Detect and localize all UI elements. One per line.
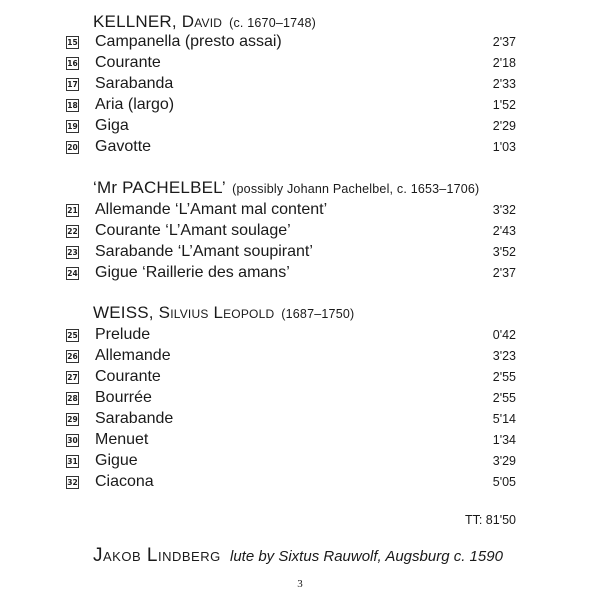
track-number: 28	[67, 393, 78, 403]
track-row	[66, 263, 516, 283]
track-number: 31	[67, 456, 78, 466]
track-title: Courante	[95, 368, 161, 385]
composer-surname: ‘Mr PACHELBEL’	[93, 178, 226, 197]
track-number: 30	[67, 435, 78, 445]
track-duration: 2'55	[492, 391, 516, 405]
composer-forename: Silvius Leopold	[158, 303, 275, 322]
track-duration: 5'05	[492, 475, 516, 489]
track-number: 29	[67, 414, 78, 424]
track-duration: 2'37	[492, 35, 516, 49]
performer-credit	[93, 545, 503, 567]
track-duration: 1'34	[492, 433, 516, 447]
total-time: TT: 81'50	[464, 513, 516, 527]
composer-heading-kellner	[93, 12, 316, 32]
track-number: 23	[67, 247, 78, 257]
track-title: Courante	[95, 54, 161, 71]
track-duration: 0'42	[492, 328, 516, 342]
track-duration: 3'52	[492, 245, 516, 259]
track-title: Menuet	[95, 431, 149, 448]
composer-heading-pachelbel	[93, 178, 479, 198]
track-row	[66, 32, 516, 52]
track-row	[66, 325, 516, 345]
track-duration: 2'18	[492, 56, 516, 70]
track-title: Sarabanda	[95, 75, 174, 92]
track-number: 17	[67, 79, 78, 89]
track-title: Campanella (presto assai)	[95, 33, 282, 50]
track-row	[66, 53, 516, 73]
track-title: Sarabande ‘L’Amant soupirant’	[95, 243, 313, 260]
track-duration: 3'32	[492, 203, 516, 217]
track-row	[66, 116, 516, 136]
track-row	[66, 221, 516, 241]
performer-instrument: lute by Sixtus Rauwolf, Augsburg c. 1590	[229, 548, 503, 565]
track-number: 20	[67, 142, 78, 152]
track-row	[66, 200, 516, 220]
track-duration: 2'37	[492, 266, 516, 280]
composer-surname: WEISS,	[93, 303, 154, 322]
track-title: Allemande	[95, 347, 171, 364]
track-duration: 1'03	[492, 140, 516, 154]
track-title: Gavotte	[95, 138, 152, 155]
track-duration: 3'29	[492, 454, 516, 468]
track-row	[66, 430, 516, 450]
performer-name: Jakob Lindberg	[93, 545, 221, 566]
composer-dates: (c. 1670–1748)	[229, 16, 316, 30]
track-title: Allemande ‘L’Amant mal content’	[95, 201, 328, 218]
track-title: Ciacona	[95, 473, 154, 490]
page-number: 3	[297, 578, 303, 590]
composer-dates: (possibly Johann Pachelbel, c. 1653–1706)	[232, 182, 480, 196]
track-duration: 2'55	[492, 370, 516, 384]
composer-forename: David	[181, 12, 223, 31]
track-row	[66, 472, 516, 492]
track-title: Giga	[95, 117, 129, 134]
track-duration: 3'23	[492, 349, 516, 363]
track-title: Gigue	[95, 452, 138, 469]
track-row	[66, 409, 516, 429]
track-number: 18	[67, 100, 78, 110]
track-duration: 2'33	[492, 77, 516, 91]
track-row	[66, 95, 516, 115]
track-title: Gigue ‘Raillerie des amans’	[95, 264, 290, 281]
track-title: Aria (largo)	[95, 96, 175, 113]
track-title: Bourrée	[95, 389, 152, 406]
track-duration: 2'43	[492, 224, 516, 238]
track-row	[66, 346, 516, 366]
track-duration: 5'14	[492, 412, 516, 426]
track-number: 32	[67, 477, 78, 487]
track-row	[66, 74, 516, 94]
track-number: 16	[67, 58, 78, 68]
composer-surname: KELLNER,	[93, 12, 177, 31]
track-duration: 2'29	[492, 119, 516, 133]
track-number: 19	[67, 121, 78, 131]
track-title: Courante ‘L’Amant soulage’	[95, 222, 291, 239]
track-number: 24	[67, 268, 78, 278]
composer-heading-weiss	[93, 303, 354, 323]
track-number: 22	[67, 226, 78, 236]
composer-dates: (1687–1750)	[281, 307, 355, 321]
track-duration: 1'52	[492, 98, 516, 112]
track-row	[66, 451, 516, 471]
track-number: 27	[67, 372, 78, 382]
track-title: Prelude	[95, 326, 151, 343]
track-row	[66, 367, 516, 387]
track-title: Sarabande	[95, 410, 174, 427]
track-number: 15	[67, 37, 78, 47]
track-row	[66, 242, 516, 262]
track-number: 26	[67, 351, 78, 361]
track-row	[66, 388, 516, 408]
track-number: 25	[67, 330, 78, 340]
track-number: 21	[67, 205, 78, 215]
track-row	[66, 137, 516, 157]
